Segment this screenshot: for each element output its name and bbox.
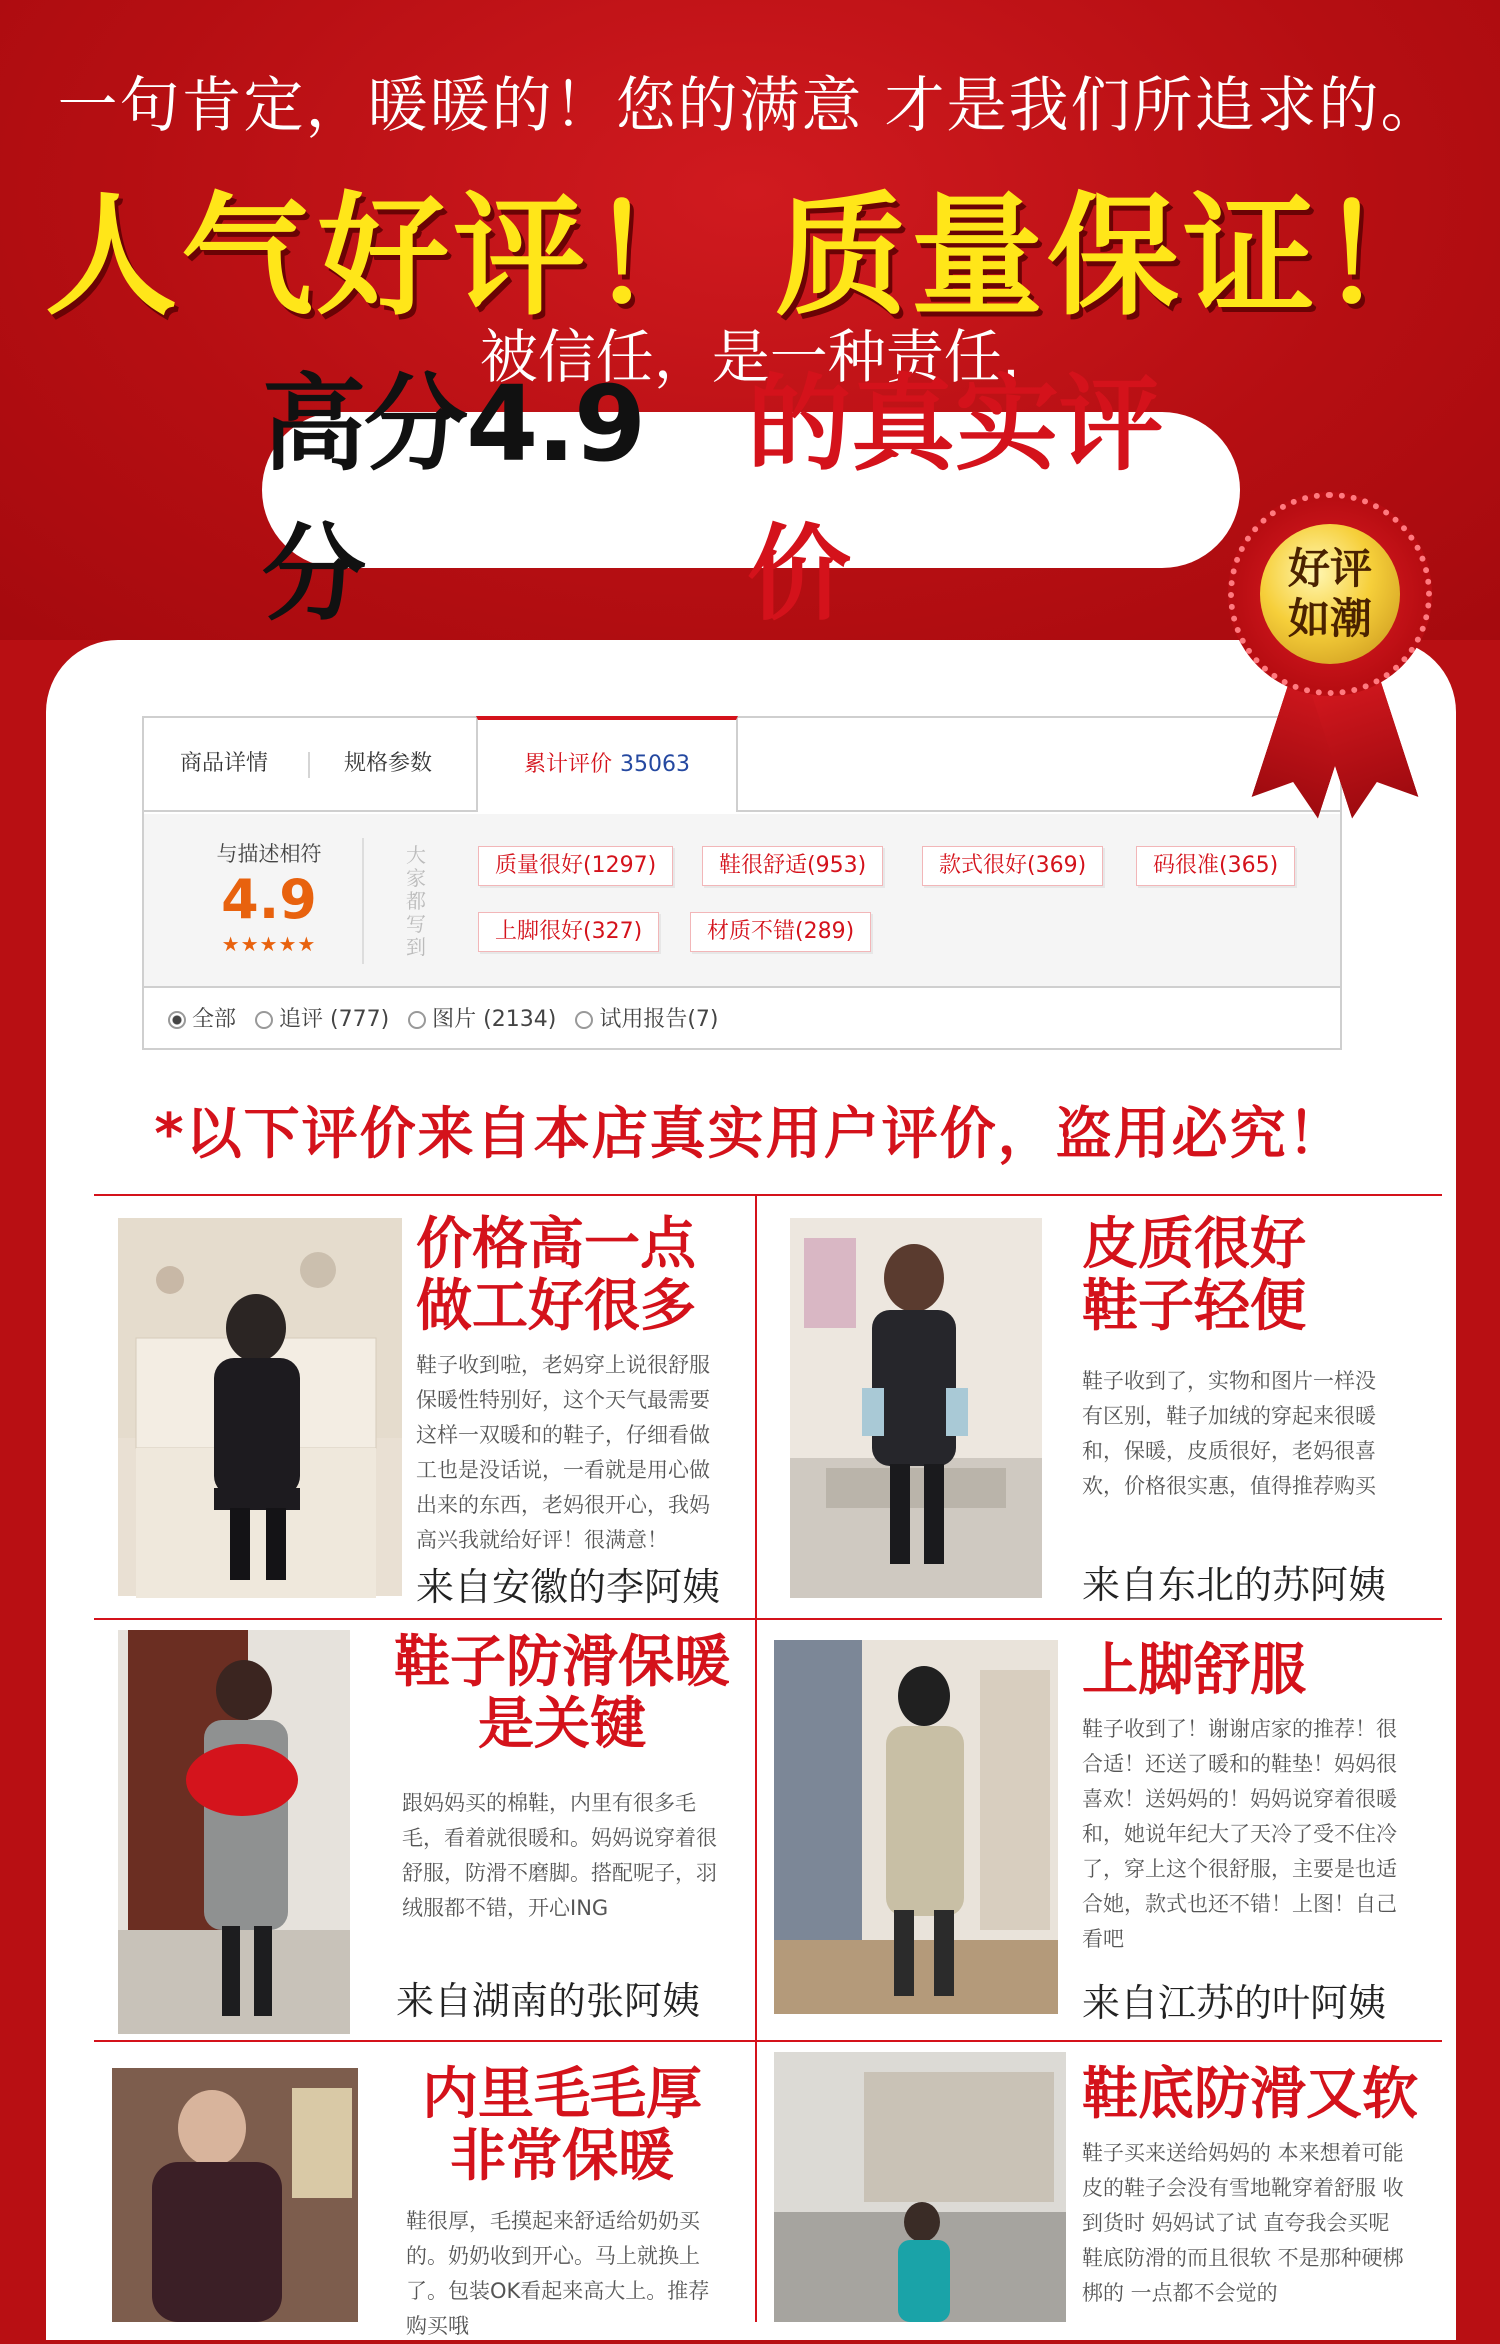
filter-label: 图片 (2134): [432, 1007, 557, 1032]
review-title: [416, 1214, 696, 1338]
filter-trial-report[interactable]: [575, 1007, 718, 1032]
review-photo: [790, 1218, 1042, 1598]
score-pill-caption: 的真实评价: [747, 363, 1164, 635]
review-body: 鞋子买来送给妈妈的 本来想着可能皮的鞋子会没有雪地靴穿着舒服 收到货时 妈妈试了试 直夸我会买呢 鞋底防滑的而且很软 不是那种硬梆梆的 一点都不会觉的: [1082, 2141, 1404, 2305]
match-score: 4.9: [221, 868, 317, 931]
review-title-line: 价格高一点: [416, 1212, 696, 1277]
review-title: [392, 1632, 732, 1756]
review-body: 鞋子收到了！谢谢店家的推荐！很合适！还送了暖和的鞋垫！妈妈很喜欢！送妈妈的！妈妈说穿着很暖和，她说年纪大了天冷了受不住冷了，穿上这个很舒服，主要是也适合她，款式也还不错！上图！自己看吧: [1082, 1717, 1397, 1951]
review-title: [1082, 2064, 1418, 2126]
tag-comfort[interactable]: 鞋很舒适(953): [702, 846, 883, 886]
rating-summary: [144, 814, 1340, 988]
radio-icon: [255, 1011, 273, 1029]
review-title-line: 鞋子轻便: [1082, 1274, 1306, 1339]
review-title: [1082, 1214, 1306, 1338]
grid-divider: [94, 1194, 1442, 1196]
review-title-line: 是关键: [478, 1692, 646, 1757]
radio-icon: [408, 1011, 426, 1029]
review-photo: [118, 1218, 402, 1596]
tag-style[interactable]: 款式很好(369): [922, 846, 1103, 886]
review-photo: [774, 2052, 1066, 2322]
reviewer-origin: 来自江苏的叶阿姨: [1082, 1981, 1387, 2025]
radio-icon: [168, 1011, 186, 1029]
reviewer-origin: 来自湖南的张阿姨: [396, 1979, 701, 2023]
tag-material[interactable]: 材质不错(289): [690, 912, 871, 952]
tag-quality[interactable]: 质量很好(1297): [478, 846, 673, 886]
grid-divider: [94, 2040, 1442, 2042]
slogan-line: 一句肯定，暖暖的！您的满意 才是我们所追求的。: [57, 71, 1443, 141]
tag-fit[interactable]: 上脚很好(327): [478, 912, 659, 952]
badge-text-2: 如潮: [1287, 594, 1372, 643]
tab-product-details[interactable]: 商品详情: [180, 751, 269, 776]
rating-widget: [142, 716, 1342, 1050]
grid-divider: [755, 1196, 757, 2322]
review-title-line: 内里毛毛厚: [422, 2062, 702, 2127]
review-body: 鞋很厚，毛摸起来舒适给奶奶买的。奶奶收到开心。马上就换上了。包装OK看起来高大上。推荐购买哦: [406, 2209, 710, 2338]
tab-bar: [144, 718, 1340, 812]
divider: [362, 838, 364, 964]
match-score-box: [194, 838, 344, 956]
review-title-line: 非常保暖: [450, 2124, 674, 2189]
score-pill-score: 高分4.9分: [262, 363, 645, 635]
review-title-line: 鞋子防滑保暖: [394, 1630, 730, 1695]
reviewer-origin: 来自安徽的李阿姨: [416, 1565, 721, 1609]
tab-specs[interactable]: 规格参数: [344, 751, 433, 776]
review-body: 跟妈妈买的棉鞋，内里有很多毛毛，看着就很暖和。妈妈说穿着很舒服，防滑不磨脚。搭配呢子，羽绒服都不错，开心ING: [402, 1791, 717, 1920]
medal-icon: [1260, 524, 1400, 664]
tab-reviews[interactable]: [476, 716, 738, 812]
review-body: 鞋子收到了，实物和图片一样没有区别，鞋子加绒的穿起来很暖和，保暖，皮质很好，老妈很喜欢，价格很实惠，值得推荐购买: [1082, 1369, 1376, 1498]
sub-slogan: 被信任，是一种责任.: [479, 323, 1021, 391]
review-title: [1082, 1640, 1306, 1702]
authenticity-notice: *以下评价来自本店真实用户评价，盗用必究！: [154, 1102, 1346, 1167]
star-rating-icon: ★★★★★: [221, 932, 317, 956]
rosette-badge: [1228, 492, 1432, 812]
filter-images[interactable]: [408, 1007, 556, 1032]
tab-reviews-label: 累计评价: [523, 752, 612, 777]
match-label: 与描述相符: [216, 842, 322, 866]
review-title-line: 鞋底防滑又软: [1082, 2062, 1418, 2127]
radio-icon: [575, 1011, 593, 1029]
review-photo: [112, 2068, 358, 2322]
badge-text-1: 好评: [1287, 544, 1372, 593]
review-title-line: 上脚舒服: [1082, 1638, 1306, 1703]
filter-label: 试用报告(7): [599, 1007, 719, 1032]
filter-all[interactable]: [168, 1007, 236, 1032]
review-photo: [774, 1640, 1058, 2014]
review-title-line: 皮质很好: [1082, 1212, 1306, 1277]
review-body: 鞋子收到啦，老妈穿上说很舒服保暖性特别好，这个天气最需要这样一双暖和的鞋子，仔细看做工也是没话说，一看就是用心做出来的东西，老妈很开心，我妈高兴我就给好评！很满意！: [416, 1353, 710, 1552]
reviewer-origin: 来自东北的苏阿姨: [1082, 1563, 1387, 1607]
review-filter-bar: [168, 1000, 731, 1040]
headline: 人气好评！ 质量保证！: [45, 180, 1455, 334]
review-photo: [118, 1630, 350, 2034]
tab-divider: [308, 752, 310, 778]
filter-followup[interactable]: [255, 1007, 389, 1032]
filter-label: 追评 (777): [279, 1007, 390, 1032]
grid-divider: [94, 1618, 1442, 1620]
review-title-line: 做工好很多: [416, 1274, 696, 1339]
tags-heading: 大家都写到: [406, 843, 426, 959]
tag-size[interactable]: 码很准(365): [1136, 846, 1295, 886]
score-pill: [262, 363, 1240, 635]
filter-label: 全部: [192, 1007, 237, 1032]
review-title: [392, 2064, 732, 2188]
review-count: 35063: [620, 752, 690, 777]
